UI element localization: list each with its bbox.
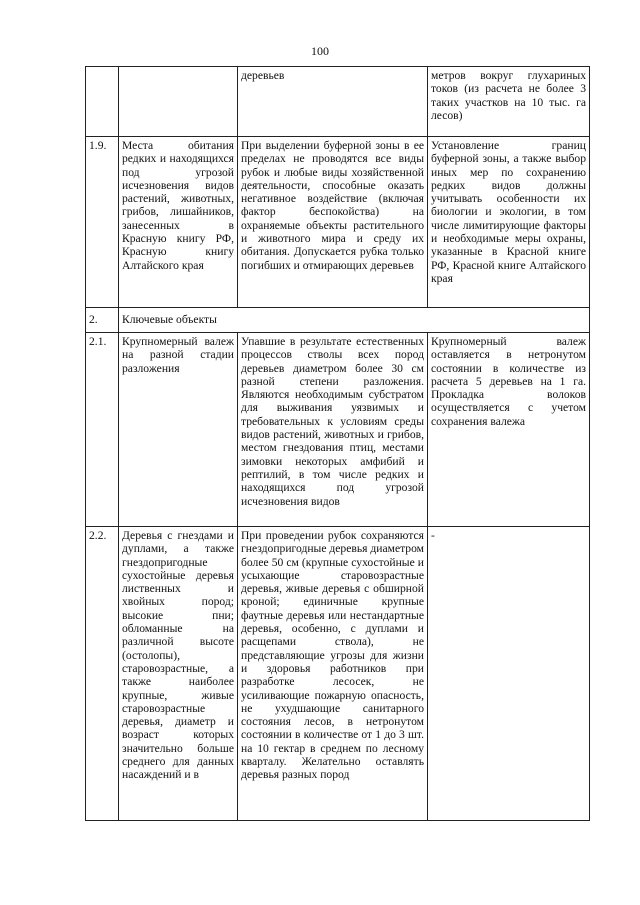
table-row: [86, 527, 590, 821]
restrictions-cell: Упавшие в результате естественных процессов стволы всех пород деревьев диаметром более 30 см разной степени разложения. Являются необходимым субстратом для выживания уязвимых и требовательных к условиям среды видов растений, животных и грибов, местом гнездования птиц, местами зимовки некоторых амфибий и рептилий, в том числе редких и находящихся под угрозой исчезновения видов: [238, 333, 428, 527]
row-number: [86, 67, 119, 137]
row-number: 2.2.: [86, 527, 119, 821]
object-cell: Деревья с гнездами и дуплами, а также гнездопригодные сухостойные деревья лиственных и хвойных пород; высокие пни; обломанные на различной высоте (остолопы), старовозрастные, а также наиболее крупные, живые старовозрастные деревья, диаметр и возраст которых значительно больше среднего для данных насаждений и в: [119, 527, 238, 821]
table-row: [86, 137, 590, 308]
row-number: 2.: [86, 308, 119, 333]
measures-cell: Установление границ буферной зоны, а также выбор иных мер по сохранению редких видов должны учитывать особенности их биологии и экологии, в том числе лимитирующие факторы и необходимые меры охраны, указанные в Красной книге РФ, Красной книге Алтайского края: [428, 137, 590, 308]
object-cell: Крупномерный валеж на разной стадии разложения: [119, 333, 238, 527]
object-cell: [119, 67, 238, 137]
object-cell: Места обитания редких и находящихся под угрозой исчезновения видов растений, животных, грибов, лишайников, занесенных в Красную книгу РФ, Красную книгу Алтайского края: [119, 137, 238, 308]
measures-cell: Крупномерный валеж оставляется в нетронутом состоянии в количестве из расчета 5 деревьев на 1 га. Прокладка волоков осуществляется с учетом сохранения валежа: [428, 333, 590, 527]
measures-table: [85, 66, 590, 821]
measures-cell: метров вокруг глухариных токов (из расчета не более 3 таких участков на 10 тыс. га лесов): [428, 67, 590, 137]
row-number: 1.9.: [86, 137, 119, 308]
table-row: [86, 67, 590, 137]
measures-cell: -: [428, 527, 590, 821]
restrictions-cell: При проведении рубок сохраняются гнездопригодные деревья диаметром более 50 см (крупные сухостойные и усыхающие старовозрастные деревья, живые деревья с обширной кроной; единичные крупные фаутные деревья или нестандартные деревья, особенно, с дуплами и расщепами ствола), не представляющие угрозы для жизни и здоровья работников при разработке лесосек, не усиливающие пожарную опасность, не ухудшающие санитарного состояния лесов, в нетронутом состоянии в количестве от 1 до 3 шт. на 10 гектар в среднем по лесному кварталу. Желательно оставлять деревья разных пород: [238, 527, 428, 821]
section-title: Ключевые объекты: [119, 308, 590, 333]
section-row: [86, 308, 590, 333]
row-number: 2.1.: [86, 333, 119, 527]
restrictions-cell: При выделении буферной зоны в ее пределах не проводятся все виды рубок и любые виды хозяйственной деятельности, способные оказать негативное воздействие (включая фактор беспокойства) на охраняемые объекты растительного и животного мира и среду их обитания. Допускается рубка только погибших и отмирающих деревьев: [238, 137, 428, 308]
table-row: [86, 333, 590, 527]
page-number: 100: [311, 44, 329, 58]
restrictions-cell: деревьев: [238, 67, 428, 137]
